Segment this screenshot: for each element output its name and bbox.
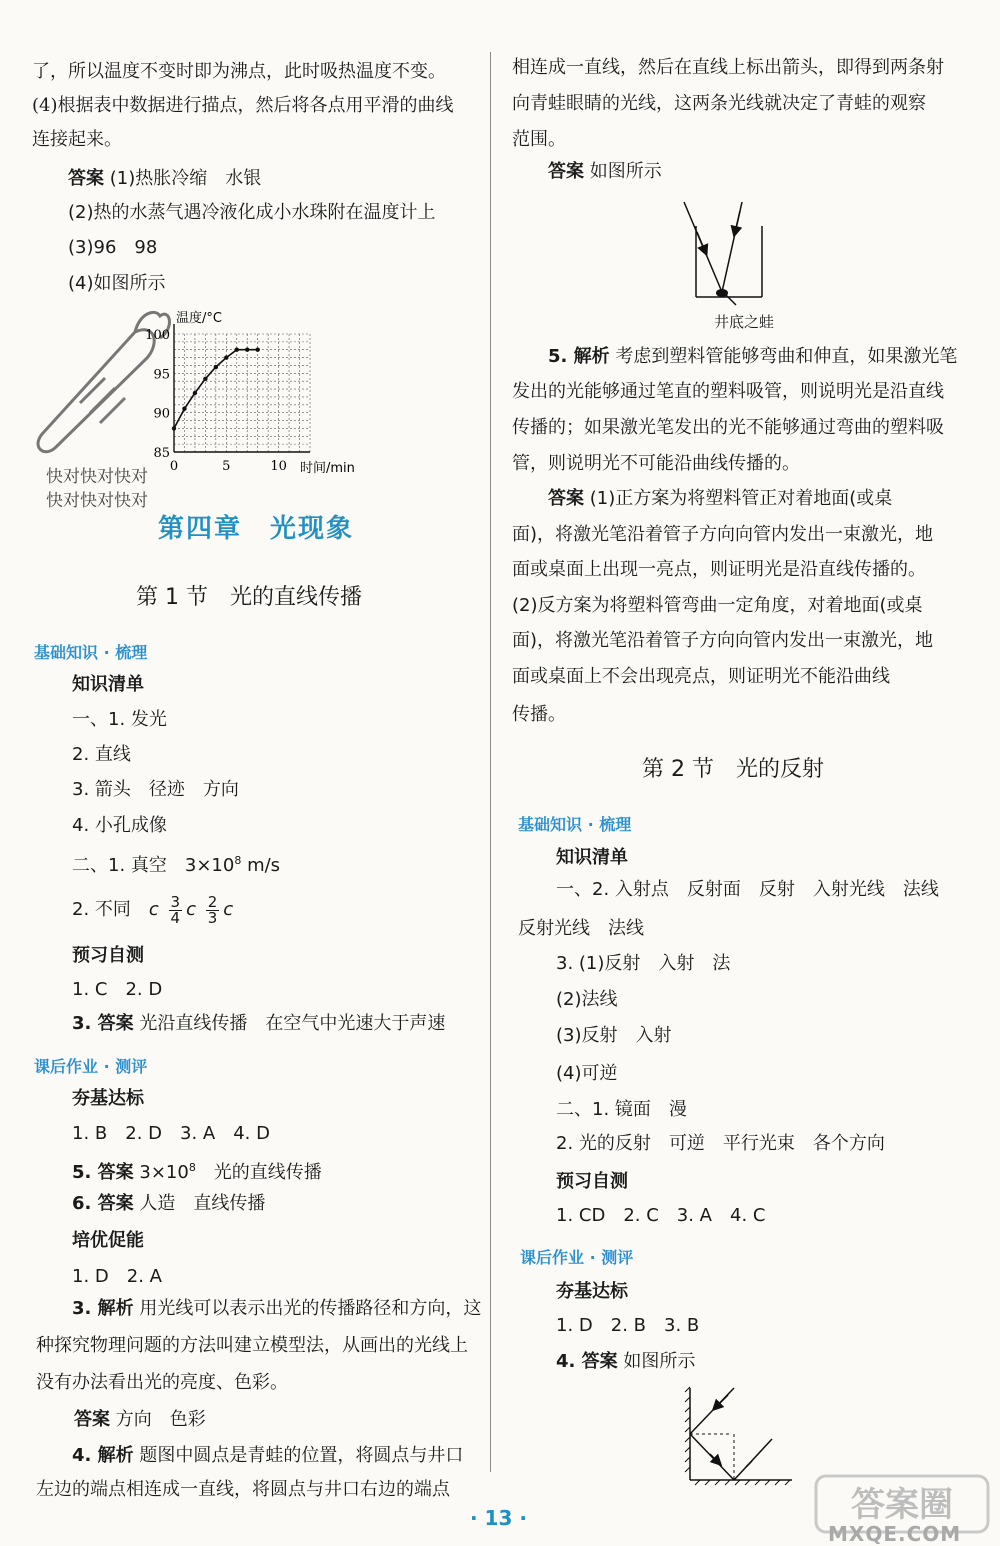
text-line: 面)，将激光笔沿着管子方向向管内发出一束激光，地 — [512, 630, 934, 651]
section-tag: 课后作业 · 测评 — [34, 1057, 148, 1076]
watermark-text: 答案圈 — [851, 1485, 953, 1525]
subheading: 预习自测 — [556, 1171, 628, 1192]
answer-text: 光的直线传播 — [195, 1162, 322, 1183]
fraction: $\frac{3}{4}$ — [170, 892, 181, 927]
chapter-title: 第四章 光现象 — [158, 514, 355, 544]
page-number: · 13 · — [470, 1506, 527, 1530]
text-line: (4)根据表中数据进行描点，然后将各点用平滑的曲线 — [32, 95, 454, 116]
list-item: 2. 光的反射 可逆 平行光束 各个方向 — [556, 1133, 885, 1154]
answer-text: 3×10 — [133, 1162, 189, 1183]
text-line: 连接起来。 — [32, 129, 122, 150]
list-item: (2)法线 — [556, 989, 618, 1010]
column-divider — [490, 52, 491, 1472]
x-tick-label: 10 — [270, 459, 287, 474]
answer-label: 5. 答案 — [72, 1162, 134, 1183]
text-line: 了，所以温度不变时即为沸点，此时吸热温度不变。 — [32, 61, 446, 82]
list-item: 1. B 2. D 3. A 4. D — [72, 1123, 270, 1144]
x-tick-label: 0 — [169, 459, 179, 474]
temperature-time-chart — [140, 300, 380, 480]
text-fragment: m/s — [241, 855, 281, 876]
answer-label: 答案 — [548, 161, 584, 182]
exponent: 8 — [234, 854, 242, 867]
section-tag: 基础知识 · 梳理 — [34, 643, 148, 662]
analysis-text: 用光线可以表示出光的传播路径和方向，这 — [133, 1298, 482, 1319]
list-item: 1. C 2. D — [72, 979, 163, 1000]
answer-label: 6. 答案 — [72, 1193, 134, 1214]
text-line — [72, 1444, 463, 1468]
exponent: 8 — [188, 1161, 196, 1174]
list-item: 一、2. 入射点 反射面 反射 入射光线 法线 — [556, 879, 939, 900]
symbol-c: c — [148, 899, 159, 920]
subheading: 培优促能 — [72, 1230, 144, 1251]
analysis-label: 4. 解析 — [72, 1445, 134, 1466]
answer-text: (1)正方案为将塑料管正对着地面(或桌 — [584, 488, 893, 509]
text-line: 相连成一直线，然后在直线上标出箭头，即得到两条射 — [512, 57, 944, 78]
well-frog-diagram — [680, 192, 780, 308]
data-point — [182, 407, 186, 411]
text-line: 面)，将激光笔沿着管子方向向管内发出一束激光，地 — [512, 524, 934, 545]
data-point — [193, 391, 197, 395]
answer-label: 答案 — [68, 168, 104, 189]
text-fragment: 二、1. 真空 3×10 — [72, 855, 235, 876]
analysis-text: 题图中圆点是青蛙的位置，将圆点与井口 — [133, 1445, 464, 1466]
list-item: 二、1. 镜面 漫 — [556, 1099, 687, 1120]
answer-text: 如图所示 — [617, 1351, 696, 1372]
answer-line — [68, 167, 261, 191]
answer-line — [548, 487, 892, 511]
text-line: (2)反方案为将塑料管弯曲一定角度，对着地面(或桌 — [512, 595, 923, 616]
text-line: 传播。 — [512, 704, 566, 725]
stamp-text: 快对快对快对 — [46, 467, 148, 487]
subheading: 预习自测 — [72, 945, 144, 966]
list-item: (4)可逆 — [556, 1063, 618, 1084]
text-line: 向青蛙眼睛的光线，这两条光线就决定了青蛙的观察 — [512, 93, 926, 114]
stamp-text: 快对快对快对 — [46, 491, 148, 511]
list-item: (3)反射 入射 — [556, 1025, 672, 1046]
x-axis-label: 时间/min — [300, 461, 355, 476]
list-item: 1. D 2. B 3. B — [556, 1315, 700, 1336]
text-line: 范围。 — [512, 129, 566, 150]
reflection-diagram — [680, 1384, 800, 1494]
subheading: 夯基达标 — [72, 1088, 144, 1109]
list-item: 反射光线 法线 — [518, 918, 644, 939]
watermark-url: MXQE.COM — [828, 1522, 962, 1546]
list-item: 4. 小孔成像 — [72, 815, 167, 836]
text-line: 种探究物理问题的方法叫建立模型法，从画出的光线上 — [36, 1335, 468, 1356]
answer-text: 如图所示 — [584, 161, 662, 182]
text-line: 左边的端点相连成一直线，将圆点与井口右边的端点 — [36, 1479, 450, 1500]
text-line: 面或桌面上不会出现亮点，则证明光不能沿曲线 — [512, 666, 890, 687]
list-item — [72, 849, 280, 878]
fraction: $\frac{2}{3}$ — [207, 892, 218, 927]
answer-label: 答案 — [548, 488, 584, 509]
data-point — [172, 426, 176, 430]
section-tag: 课后作业 · 测评 — [520, 1248, 634, 1267]
analysis-label: 5. 解析 — [548, 346, 610, 367]
y-tick-label: 85 — [153, 446, 170, 461]
data-point — [203, 377, 207, 381]
x-tick-label: 5 — [222, 459, 231, 474]
y-axis-label: 温度/°C — [176, 311, 222, 326]
data-point — [224, 355, 228, 359]
answer-line — [72, 1012, 445, 1036]
chart-axes — [174, 324, 310, 452]
answer-line — [72, 1156, 322, 1185]
y-tick-label: 90 — [153, 406, 170, 422]
section-title: 第 1 节 光的直线传播 — [136, 585, 362, 610]
answer-line — [548, 160, 662, 184]
data-point — [235, 348, 239, 352]
section-tag: 基础知识 · 梳理 — [518, 815, 632, 834]
answer-line — [74, 1408, 206, 1432]
answer-text: 光沿直线传播 在空气中光速大于声速 — [133, 1013, 446, 1034]
list-item: 3. 箭头 径迹 方向 — [72, 779, 239, 800]
text-line: 没有办法看出光的亮度、色彩。 — [36, 1372, 288, 1393]
list-item: 1. D 2. A — [72, 1266, 162, 1287]
analysis-text: 考虑到塑料管能够弯曲和伸直，如果激光笔 — [609, 346, 958, 367]
list-item: 1. CD 2. C 3. A 4. C — [556, 1205, 766, 1226]
subheading: 知识清单 — [556, 847, 628, 868]
answer-line — [72, 1192, 265, 1216]
subheading: 知识清单 — [72, 674, 144, 695]
list-item: 一、1. 发光 — [72, 709, 167, 730]
answer-text: 方向 色彩 — [110, 1409, 206, 1430]
answer-line — [556, 1350, 695, 1374]
list-item: 3. (1)反射 入射 法 — [556, 953, 731, 974]
list-item — [72, 890, 233, 930]
answer-line: (3)96 98 — [68, 237, 158, 258]
answer-text: (1)热胀冷缩 水银 — [109, 168, 262, 189]
answer-line: (2)热的水蒸气遇冷液化成小水珠附在温度计上 — [68, 202, 436, 223]
answer-line: (4)如图所示 — [68, 273, 166, 294]
text-line — [548, 345, 957, 369]
text-line: 发出的光能够通过笔直的塑料吸管，则说明光是沿直线 — [512, 381, 944, 402]
answer-label: 4. 答案 — [556, 1351, 618, 1372]
subheading: 夯基达标 — [556, 1281, 628, 1302]
symbol-c: c — [223, 899, 234, 920]
text-line: 传播的；如果激光笔发出的光不能够通过弯曲的塑料吸 — [512, 417, 944, 438]
frog-dot — [716, 289, 728, 297]
answer-label: 答案 — [74, 1409, 110, 1430]
answer-label: 3. 答案 — [72, 1013, 134, 1034]
answer-text: 人造 直线传播 — [133, 1193, 266, 1214]
text-line — [72, 1297, 481, 1321]
analysis-label: 3. 解析 — [72, 1298, 134, 1319]
y-tick-label: 95 — [153, 367, 170, 383]
diagram-label: 井底之蛙 — [714, 313, 775, 331]
symbol-c: c — [186, 899, 196, 920]
y-tick-label: 100 — [145, 328, 170, 343]
list-item: 2. 直线 — [72, 744, 131, 765]
text-line: 面或桌面上出现一亮点，则证明光是沿直线传播的。 — [512, 559, 926, 580]
text-line: 管，则说明光不可能沿曲线传播的。 — [512, 453, 800, 474]
data-point — [214, 365, 218, 369]
data-point — [245, 348, 249, 352]
section-title: 第 2 节 光的反射 — [642, 757, 824, 782]
text-fragment: 2. 不同 — [72, 899, 149, 920]
data-point — [255, 348, 259, 352]
